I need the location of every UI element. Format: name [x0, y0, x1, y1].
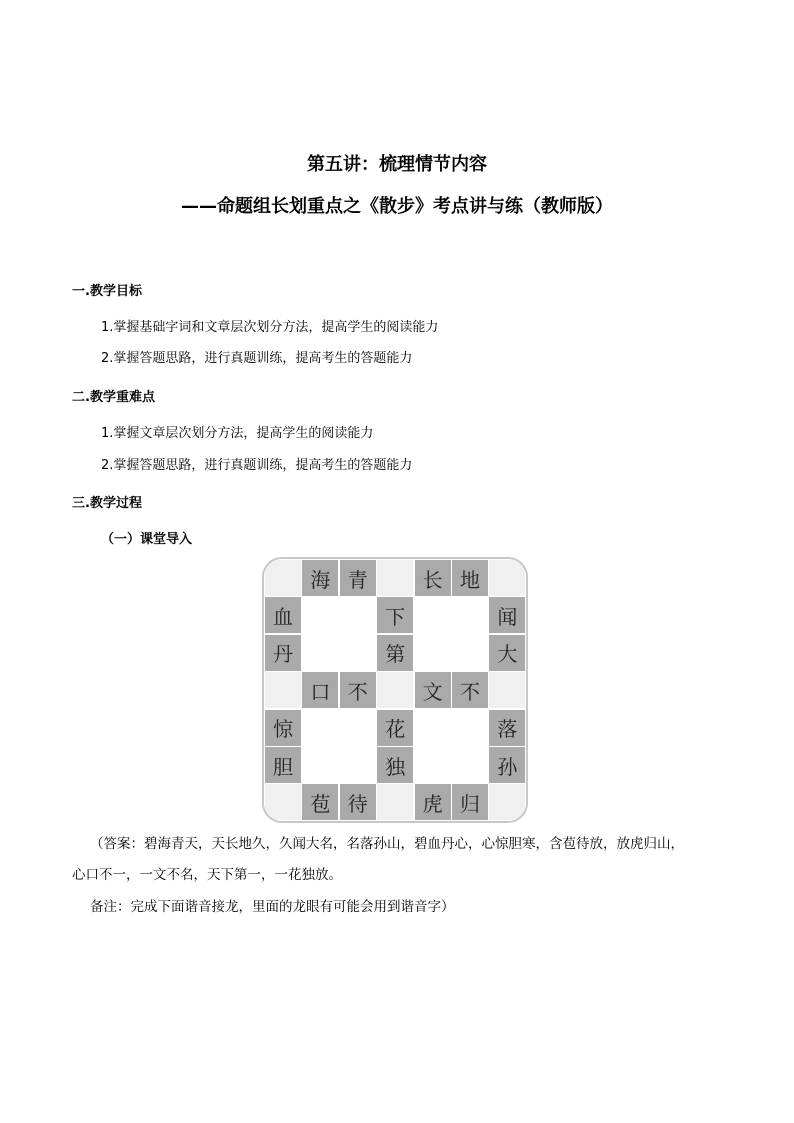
idiom-crossword-grid: [262, 557, 528, 823]
grid-cell: 苞: [301, 783, 339, 821]
grid-cell-blank: [264, 783, 302, 821]
grid-cell-blank: [488, 671, 526, 709]
grid-cell: 归: [451, 783, 489, 821]
grid-cell: 第: [376, 634, 414, 672]
grid-cell: 待: [339, 783, 377, 821]
grid-cell-blank: [376, 559, 414, 597]
answer-line-1: （答案：碧海青天，天长地久，久闻大名，名落孙山，碧血丹心，心惊胆寒，含苞待放，放虎归山，: [90, 836, 684, 852]
grid-cell: 丹: [264, 634, 302, 672]
grid-cell: 闻: [488, 596, 526, 634]
grid-cell-blank: [264, 559, 302, 597]
grid-cell: 长: [414, 559, 452, 597]
grid-cell: 孙: [488, 746, 526, 784]
goal-item-1: 1.掌握基础字词和文章层次划分方法，提高学生的阅读能力: [101, 320, 439, 335]
grid-cell-blank: [488, 559, 526, 597]
grid-cell: 花: [376, 709, 414, 747]
grid-cell: 不: [339, 671, 377, 709]
grid-cell-blank: [264, 671, 302, 709]
grid-cell: 青: [339, 559, 377, 597]
section-heading-goals: 一.教学目标: [72, 284, 142, 299]
grid-cell: 口: [301, 671, 339, 709]
section-heading-key-points: 二.教学重难点: [72, 390, 155, 405]
page-subtitle: ——命题组长划重点之《散步》考点讲与练（教师版）: [181, 196, 613, 217]
grid-cell: 落: [488, 709, 526, 747]
grid-cell: 虎: [414, 783, 452, 821]
grid-cell-blank: [376, 783, 414, 821]
answer-note: 备注：完成下面谐音接龙，里面的龙眼有可能会用到谐音字）: [90, 899, 455, 915]
subsection-heading-intro: （一）课堂导入: [101, 532, 193, 547]
section-heading-process: 三.教学过程: [72, 496, 142, 511]
grid-cell: 下: [376, 596, 414, 634]
grid-cell: 惊: [264, 709, 302, 747]
grid-cell: 地: [451, 559, 489, 597]
grid-cell: 文: [414, 671, 452, 709]
grid-cell: 大: [488, 634, 526, 672]
answer-line-2: 心口不一，一文不名，天下第一，一花独放。: [72, 867, 342, 883]
key-point-item-1: 1.掌握文章层次划分方法，提高学生的阅读能力: [101, 426, 374, 441]
goal-item-2: 2.掌握答题思路，进行真题训练，提高考生的答题能力: [101, 351, 413, 366]
grid-cell: 不: [451, 671, 489, 709]
grid-cell: 胆: [264, 746, 302, 784]
page-title: 第五讲：梳理情节内容: [307, 154, 487, 175]
grid-cell: 海: [301, 559, 339, 597]
key-point-item-2: 2.掌握答题思路，进行真题训练，提高考生的答题能力: [101, 458, 413, 473]
grid-cell-blank: [376, 671, 414, 709]
grid-cell-blank: [488, 783, 526, 821]
grid-cell: 独: [376, 746, 414, 784]
grid-cell: 血: [264, 596, 302, 634]
